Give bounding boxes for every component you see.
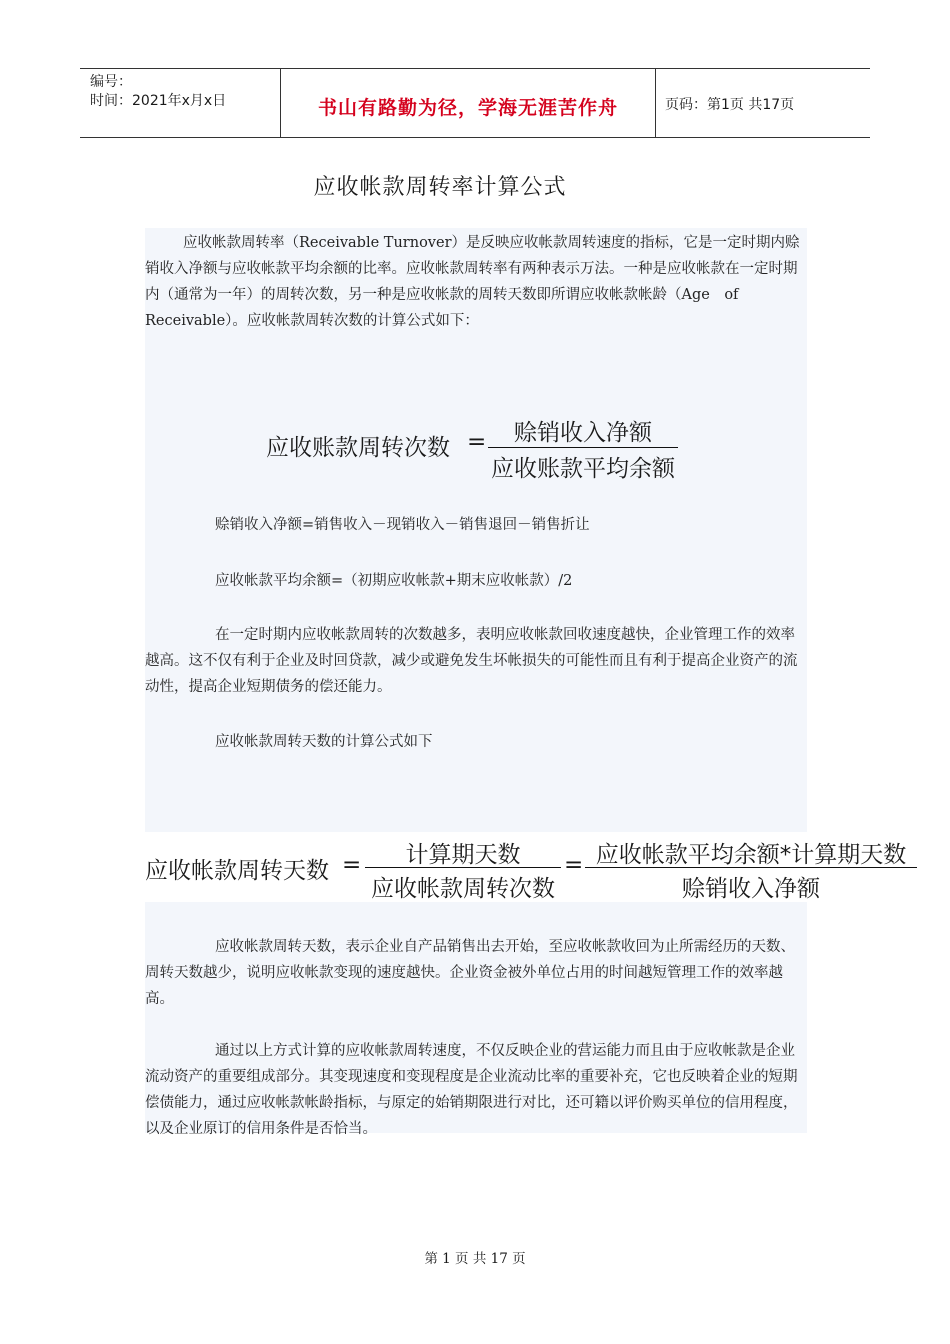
formula2-denominator-1: 应收帐款周转次数 (371, 876, 555, 902)
formula2-numerator-1: 计算期天数 (405, 842, 521, 868)
turnover-days-formula (145, 832, 920, 902)
formula1-lhs: 应收账款周转次数 (266, 435, 450, 461)
document-header (80, 68, 870, 138)
turnover-days-paragraph (145, 934, 805, 1012)
formula1-fraction-bar (488, 447, 678, 448)
net-credit-sales-definition: 赊销收入净额=销售收入－现销收入－销售退回－销售折让 (215, 517, 590, 533)
turnover-paragraph (145, 622, 805, 700)
turnover-count-formula (266, 412, 686, 480)
summary-paragraph-text: 通过以上方式计算的应收帐款周转速度，不仅反映企业的营运能力而且由于应收帐款是企业流动资产的重要组成部分。其变现速度和变现程度是企业流动比率的重要补充，它也反映着企业的短期偿债能力，通过应收帐款帐龄指标，与原定的始销期限进行对比，还可籍以评价购买单位的信用程度，以及企业原订的信用条件是否恰当。 (145, 1043, 798, 1137)
formula1-numerator: 赊销收入净额 (514, 420, 652, 446)
header-motto-cell (280, 69, 656, 137)
intro-paragraph (145, 230, 805, 334)
days-formula-intro: 应收帐款周转天数的计算公式如下 (215, 734, 433, 750)
formula2-fraction-bar-2 (585, 867, 917, 868)
page-title: 应收帐款周转率计算公式 (313, 175, 567, 200)
page-footer: 第 1 页 共 17 页 (424, 1251, 526, 1267)
date-line: 时间：2021年x月x日 (90, 93, 227, 109)
formula2-fraction-bar-1 (365, 867, 561, 868)
formula1-equals: = (467, 429, 487, 455)
formula2-equals-2: = (564, 852, 584, 878)
formula1-denominator: 应收账款平均余额 (491, 456, 675, 482)
serial-label: 编号： (90, 74, 132, 90)
turnover-days-paragraph-text: 应收帐款周转天数，表示企业自产品销售出去开始，至应收帐款收回为止所需经历的天数、周转天数越少，说明应收帐款变现的速度越快。企业资金被外单位占用的时间越短管理工作的效率越高。 (145, 939, 795, 1007)
page-code: 页码：第1页 共17页 (665, 97, 795, 113)
header-meta-cell (80, 69, 280, 137)
turnover-paragraph-text: 在一定时期内应收帐款周转的次数越多，表明应收帐款回收速度越快，企业管理工作的效率越高。这不仅有利于企业及时回贷款，减少或避免发生坏帐损失的可能性而且有利于提高企业资产的流动性，提高企业短期债务的偿还能力。 (145, 627, 798, 695)
motto: 书山有路勤为径，学海无涯苦作舟 (317, 97, 618, 119)
formula2-equals-1: = (342, 852, 362, 878)
summary-paragraph (145, 1038, 805, 1142)
average-balance-definition: 应收帐款平均余额=（初期应收帐款+期末应收帐款）/2 (215, 573, 573, 589)
header-page-cell (655, 69, 870, 137)
formula2-denominator-2: 赊销收入净额 (682, 876, 820, 902)
formula2-lhs: 应收帐款周转天数 (145, 858, 329, 884)
formula2-numerator-2: 应收帐款平均余额*计算期天数 (595, 842, 907, 868)
intro-paragraph-text: 应收帐款周转率（Receivable Turnover）是反映应收帐款周转速度的指标，它是一定时期内赊销收入净额与应收帐款平均余额的比率。应收帐款周转率有两种表示万法。一种是应收帐款在一定时期内（通常为一年）的周转次数，另一种是应收帐款的周转天数即所谓应收帐款帐龄（Age of Receivable）。应收帐款周转次数的计算公式如下： (145, 235, 800, 329)
